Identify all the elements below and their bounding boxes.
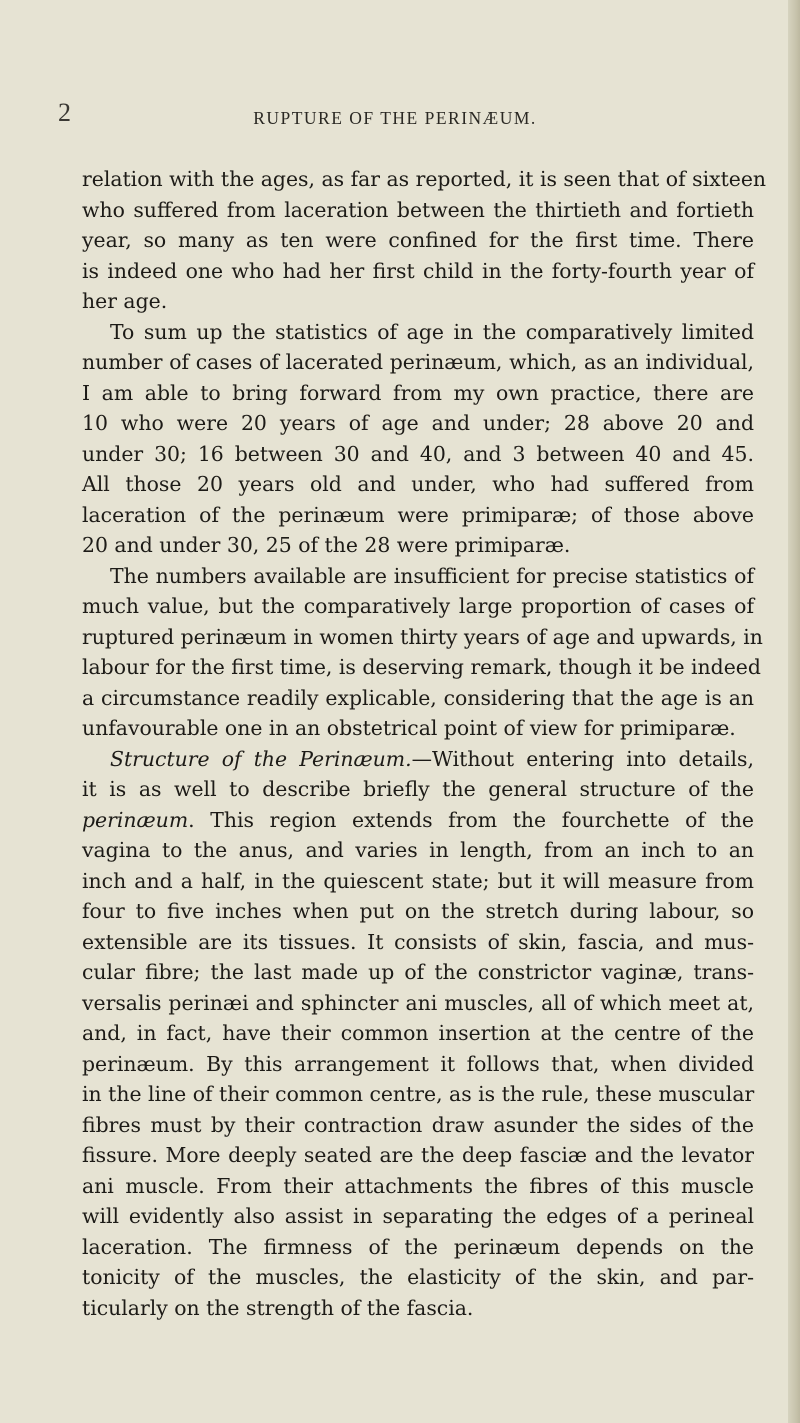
page-edge — [788, 0, 800, 1423]
text-line: ani muscle. From their attachments the fibres of this muscle — [82, 1173, 754, 1198]
text-line: labour for the first time, is deserving remark, though it be indeed — [82, 655, 761, 679]
text-line: 20 and under 30, 25 of the 28 were primiparæ. — [82, 533, 571, 557]
page-number: 2 — [58, 98, 71, 127]
text-line: it is as well to describe briefly the general structure of the — [82, 777, 754, 801]
text-line: tonicity of the muscles, the elasticity of the skin, and par- — [82, 1265, 754, 1289]
text-line: relation with the ages, as far as reported, it is seen that of sixteen — [82, 167, 767, 191]
section-heading: Structure of the Perinæum. — [110, 746, 412, 771]
text-line: under 30; 16 between 30 and 40, and 3 between 40 and 45. — [82, 441, 754, 466]
text-line: year, so many as ten were confined for the first time. There — [82, 228, 754, 252]
text-line: unfavourable one in an obstetrical point of view for primiparæ. — [82, 716, 736, 740]
text-line-with-italic — [82, 805, 754, 836]
text-line: number of cases of lacerated perinæum, which, as an individual, — [82, 350, 754, 374]
text-line: perinæum. By this arrangement it follows that, when divided — [82, 1051, 754, 1076]
body-text — [82, 164, 767, 1323]
text-line: inch and a half, in the quiescent state; but it will measure from — [82, 868, 754, 893]
text-line: versalis perinæi and sphincter ani muscles, all of which meet at, — [82, 990, 754, 1015]
text-line: is indeed one who had her first child in the forty-fourth year of — [82, 258, 754, 283]
running-head: RUPTURE OF THE PERINÆUM. — [253, 108, 537, 128]
text-line: laceration of the perinæum were primiparæ; of those above — [82, 502, 754, 527]
text-fragment: —Without entering into details, — [411, 746, 755, 771]
text-line: All those 20 years old and under, who had suffered from — [82, 472, 754, 496]
text-line: ticularly on the strength of the fascia. — [82, 1295, 474, 1320]
text-line: vagina to the anus, and varies in length, from an inch to an — [82, 838, 754, 862]
section-heading-line — [82, 744, 754, 775]
text-line: a circumstance readily explicable, considering that the age is an — [82, 685, 754, 710]
italic-term: perinæum — [82, 807, 189, 832]
text-line: four to five inches when put on the stretch during labour, so — [82, 899, 754, 923]
text-line: laceration. The firmness of the perinæum depends on the — [82, 1234, 754, 1259]
text-line: who suffered from laceration between the thirtieth and fortieth — [82, 197, 754, 222]
page-header — [0, 98, 790, 138]
text-line: and, in fact, have their common insertion at the centre of the — [82, 1021, 754, 1045]
text-line: cular fibre; the last made up of the constrictor vaginæ, trans- — [82, 960, 754, 984]
text-line: ruptured perinæum in women thirty years of age and upwards, in — [82, 624, 763, 649]
text-line: 10 who were 20 years of age and under; 28 above 20 and — [82, 411, 754, 435]
text-line: will evidently also assist in separating the edges of a perineal — [82, 1204, 754, 1228]
paragraph-start: To sum up the statistics of age in the comparatively limited — [110, 319, 754, 344]
text-line: extensible are its tissues. It consists of skin, fascia, and mus- — [82, 929, 754, 954]
text-line: I am able to bring forward from my own practice, there are — [82, 380, 754, 405]
text-line: fissure. More deeply seated are the deep fasciæ and the levator — [82, 1143, 754, 1167]
text-line: in the line of their common centre, as is the rule, these muscular — [82, 1082, 755, 1106]
text-line: much value, but the comparatively large proportion of cases of — [82, 594, 754, 618]
text-line: fibres must by their contraction draw asunder the sides of the — [82, 1112, 754, 1137]
text-fragment: . This region extends from the fourchette of the — [188, 807, 754, 832]
text-line: her age. — [82, 289, 168, 313]
paragraph-start: The numbers available are insufficient for precise statistics of — [110, 563, 754, 588]
